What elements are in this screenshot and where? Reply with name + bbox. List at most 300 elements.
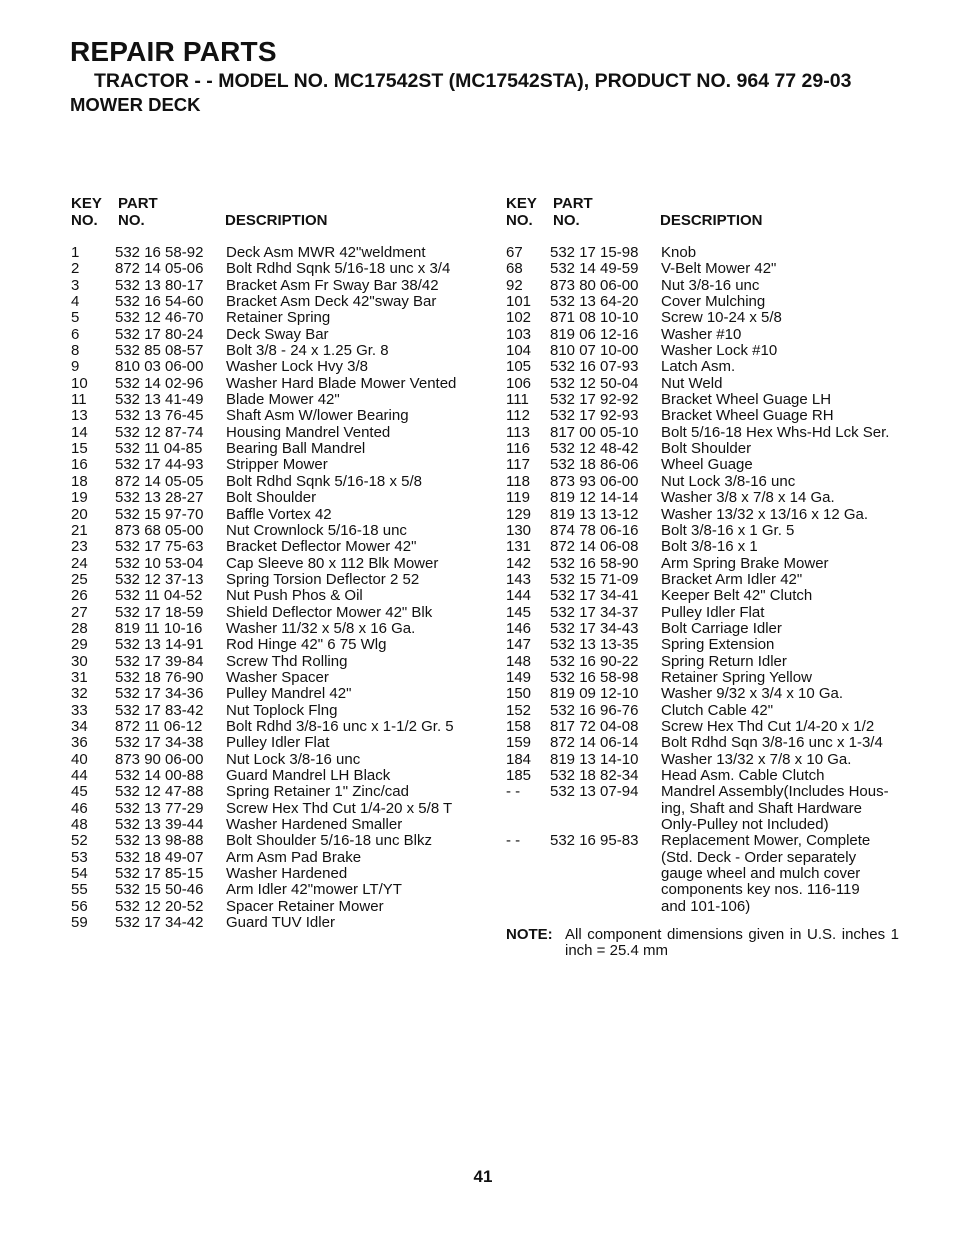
key-no: 145 [506, 603, 532, 621]
table-row [71, 278, 471, 294]
table-row [71, 294, 471, 310]
part-no: 532 12 20-52 [115, 897, 204, 915]
key-no: 113 [506, 423, 530, 441]
part-description: Mandrel Assembly(Includes Hous- [661, 783, 889, 801]
part-description: Stripper Mower [226, 456, 328, 474]
table-row [506, 882, 906, 898]
key-no: 143 [506, 570, 532, 588]
key-no: 117 [506, 456, 530, 474]
parts-rows-right [506, 245, 906, 915]
part-no: 872 14 06-14 [550, 734, 639, 752]
table-row [71, 359, 471, 375]
part-header-line2: NO. [553, 212, 580, 229]
part-description: Nut Push Phos & Oil [226, 587, 363, 605]
part-description: Bracket Arm Idler 42" [661, 570, 803, 588]
part-no: 532 17 92-93 [550, 407, 639, 425]
table-row [71, 850, 471, 866]
key-no: 3 [71, 276, 80, 294]
key-no: 59 [71, 914, 88, 932]
table-row [506, 359, 906, 375]
part-no: 872 14 05-06 [115, 260, 204, 278]
part-description: Arm Spring Brake Mower [661, 554, 829, 572]
key-no: 8 [71, 342, 80, 360]
part-no: 871 08 10-10 [550, 309, 639, 327]
part-no: 532 15 97-70 [115, 505, 204, 523]
table-row [506, 507, 906, 523]
key-no: 31 [71, 668, 88, 686]
key-no: 103 [506, 325, 532, 343]
table-row [71, 752, 471, 768]
part-no: 532 17 34-36 [115, 685, 204, 703]
part-description: Screw Hex Thd Cut 1/4-20 x 5/8 T [226, 799, 453, 817]
part-description: Washer Hard Blade Mower Vented [226, 374, 457, 392]
part-description: Spring Retainer 1" Zinc/cad [226, 783, 409, 801]
table-row [506, 686, 906, 702]
part-description: Spring Return Idler [661, 652, 787, 670]
part-description: Rod Hinge 42" 6 75 Wlg [226, 636, 387, 654]
table-row [506, 539, 906, 555]
key-no: 14 [71, 423, 88, 441]
table-row [506, 572, 906, 588]
key-no: 105 [506, 358, 532, 376]
key-header-line1: KEY [71, 195, 102, 212]
part-description: Blade Mower 42" [226, 391, 340, 409]
note-label: NOTE: [506, 926, 553, 943]
table-row [506, 670, 906, 686]
part-description: Head Asm. Cable Clutch [661, 767, 825, 784]
part-description: gauge wheel and mulch cover [661, 865, 861, 883]
part-no: 532 11 04-85 [115, 440, 203, 458]
part-no: 532 18 86-06 [550, 456, 639, 474]
part-no: 532 17 34-43 [550, 619, 639, 637]
part-no: 873 80 06-00 [550, 276, 639, 294]
key-no: 10 [71, 374, 88, 392]
table-row [71, 572, 471, 588]
part-no: 810 07 10-00 [550, 342, 639, 360]
key-no: 52 [71, 832, 88, 850]
part-description: Nut 3/8-16 unc [661, 276, 760, 294]
parts-rows-left [71, 245, 471, 931]
part-description: Arm Idler 42"mower LT/YT [226, 881, 402, 899]
part-description: Spacer Retainer Mower [226, 897, 384, 915]
part-no: 532 18 49-07 [115, 848, 204, 866]
part-header-line2: NO. [118, 212, 145, 229]
table-row [71, 719, 471, 735]
key-no: 119 [506, 489, 530, 507]
key-no: 33 [71, 701, 88, 719]
table-row [506, 866, 906, 882]
key-no: 34 [71, 717, 88, 735]
description-header: DESCRIPTION [225, 212, 328, 229]
part-no: 532 15 50-46 [115, 881, 204, 899]
part-no: 532 16 54-60 [115, 293, 204, 311]
part-no: 532 18 76-90 [115, 668, 204, 686]
key-no: 9 [71, 358, 80, 376]
part-description: Deck Asm MWR 42"weldment [226, 244, 426, 261]
part-no: 532 17 80-24 [115, 325, 204, 343]
table-row [506, 588, 906, 604]
part-description: Arm Asm Pad Brake [226, 848, 362, 866]
part-no: 532 17 34-41 [550, 587, 639, 605]
part-description: Replacement Mower, Complete [661, 832, 871, 850]
table-row [506, 605, 906, 621]
part-description: Cover Mulching [661, 293, 766, 311]
table-row [506, 310, 906, 326]
part-no: 532 16 07-93 [550, 358, 639, 376]
part-no: 532 12 48-42 [550, 440, 639, 458]
part-description: Bearing Ball Mandrel [226, 440, 366, 458]
table-row [71, 556, 471, 572]
part-description: Keeper Belt 42" Clutch [661, 587, 813, 605]
part-description: Spring Extension [661, 636, 775, 654]
table-row [506, 703, 906, 719]
column-headers [506, 196, 906, 232]
part-description: Screw 10-24 x 5/8 [661, 309, 782, 327]
key-no: 92 [506, 276, 523, 294]
table-row [506, 425, 906, 441]
part-no: 819 12 14-14 [550, 489, 639, 507]
key-no: 36 [71, 734, 88, 752]
table-row [506, 343, 906, 359]
part-description: components key nos. 116-119 [661, 881, 860, 899]
part-description: Screw Hex Thd Cut 1/4-20 x 1/2 [661, 717, 875, 735]
table-row [71, 605, 471, 621]
part-no: 532 13 80-17 [115, 276, 204, 294]
table-row [71, 686, 471, 702]
key-no: 15 [71, 440, 88, 458]
part-no: 532 13 76-45 [115, 407, 204, 425]
part-no: 532 17 34-37 [550, 603, 639, 621]
part-description: Only-Pulley not Included) [661, 816, 829, 834]
part-description: Bracket Asm Deck 42"sway Bar [226, 293, 437, 311]
part-description: Washer 9/32 x 3/4 x 10 Ga. [661, 685, 844, 703]
part-no: 532 13 64-20 [550, 293, 639, 311]
key-no: 18 [71, 472, 88, 490]
key-no: 150 [506, 685, 532, 703]
table-row [71, 621, 471, 637]
table-row [506, 654, 906, 670]
table-row [506, 474, 906, 490]
table-row [506, 245, 906, 261]
part-no: 532 17 44-93 [115, 456, 204, 474]
part-no: 874 78 06-16 [550, 521, 639, 539]
table-row [506, 637, 906, 653]
part-description: Bolt 5/16-18 Hex Whs-Hd Lck Ser. [661, 423, 890, 441]
table-row [506, 278, 906, 294]
key-no: 48 [71, 816, 88, 834]
key-no: 5 [71, 309, 80, 327]
part-description: Bolt 3/8-16 x 1 [661, 538, 758, 556]
key-no: 142 [506, 554, 532, 572]
key-header-line2: NO. [71, 212, 98, 229]
part-no: 532 13 13-35 [550, 636, 639, 654]
part-description: Bolt 3/8-16 x 1 Gr. 5 [661, 521, 795, 539]
part-no: 532 12 50-04 [550, 374, 639, 392]
key-no: 44 [71, 767, 88, 784]
part-no: 532 12 87-74 [115, 423, 204, 441]
table-row [71, 327, 471, 343]
key-no: 25 [71, 570, 88, 588]
table-row [71, 654, 471, 670]
part-description: Screw Thd Rolling [226, 652, 348, 670]
key-no: 23 [71, 538, 88, 556]
key-header-line2: NO. [506, 212, 533, 229]
table-row [71, 637, 471, 653]
part-description: Bolt Shoulder [226, 489, 317, 507]
key-no: 54 [71, 865, 88, 883]
key-no: 16 [71, 456, 88, 474]
table-row [506, 556, 906, 572]
part-no: 532 17 18-59 [115, 603, 204, 621]
part-no: 532 17 92-92 [550, 391, 639, 409]
key-no: 106 [506, 374, 532, 392]
part-no: 532 85 08-57 [115, 342, 204, 360]
part-no: 532 17 34-38 [115, 734, 204, 752]
parts-list-right [506, 196, 906, 915]
part-description: Retainer Spring [226, 309, 331, 327]
part-description: Bracket Deflector Mower 42" [226, 538, 417, 556]
part-no: 532 14 49-59 [550, 260, 639, 278]
key-no: 184 [506, 750, 532, 768]
key-no: 152 [506, 701, 532, 719]
part-no: 532 17 15-98 [550, 244, 639, 261]
part-description: Washer Spacer [226, 668, 329, 686]
key-no: 53 [71, 848, 88, 866]
part-no: 532 12 46-70 [115, 309, 204, 327]
part-description: ing, Shaft and Shaft Hardware [661, 799, 862, 817]
table-row [71, 915, 471, 931]
part-no: 532 18 82-34 [550, 767, 639, 784]
key-no: 32 [71, 685, 88, 703]
part-description: Pulley Mandrel 42" [226, 685, 352, 703]
part-description: Nut Toplock Flng [226, 701, 338, 719]
part-description: Clutch Cable 42" [661, 701, 774, 719]
key-no: 102 [506, 309, 532, 327]
table-row [506, 294, 906, 310]
part-no: 532 15 71-09 [550, 570, 639, 588]
part-no: 810 03 06-00 [115, 358, 204, 376]
table-row [71, 245, 471, 261]
key-no: 21 [71, 521, 88, 539]
key-no: 118 [506, 472, 530, 490]
table-row [506, 376, 906, 392]
key-no: 1 [71, 244, 80, 261]
table-row [71, 425, 471, 441]
part-no: 532 17 39-84 [115, 652, 204, 670]
key-no: 111 [506, 391, 529, 409]
table-row [71, 588, 471, 604]
key-no: 30 [71, 652, 88, 670]
part-no: 532 17 34-42 [115, 914, 204, 932]
part-description: Bolt Carriage Idler [661, 619, 782, 637]
part-description: Bracket Asm Fr Sway Bar 38/42 [226, 276, 439, 294]
part-no: 532 14 02-96 [115, 374, 204, 392]
part-description: Nut Lock 3/8-16 unc [661, 472, 796, 490]
key-no: - - [506, 832, 521, 850]
key-no: 26 [71, 587, 88, 605]
key-no: 159 [506, 734, 532, 752]
part-description: Spring Torsion Deflector 2 52 [226, 570, 420, 588]
table-row [506, 768, 906, 784]
part-description: Bolt Rdhd Sqnk 5/16-18 x 5/8 [226, 472, 422, 490]
parts-list-left [71, 196, 471, 931]
part-description: Cap Sleeve 80 x 112 Blk Mower [226, 554, 439, 572]
table-row [71, 490, 471, 506]
part-no: 532 16 58-92 [115, 244, 204, 261]
description-header: DESCRIPTION [660, 212, 763, 229]
table-row [71, 474, 471, 490]
part-description: Latch Asm. [661, 358, 736, 376]
part-description: Housing Mandrel Vented [226, 423, 391, 441]
key-no: 28 [71, 619, 88, 637]
page-title: REPAIR PARTS [70, 36, 277, 67]
key-no: 19 [71, 489, 88, 507]
note-text: All component dimensions given in U.S. inches 1 inch = 25.4 mm [565, 926, 899, 960]
part-description: Washer #10 [661, 325, 742, 343]
part-no: 532 13 98-88 [115, 832, 204, 850]
key-no: 158 [506, 717, 532, 735]
table-row [71, 441, 471, 457]
key-no: 112 [506, 407, 530, 425]
key-no: 46 [71, 799, 88, 817]
part-description: Shield Deflector Mower 42" Blk [226, 603, 433, 621]
part-no: 532 14 00-88 [115, 767, 204, 784]
part-no: 872 14 06-08 [550, 538, 639, 556]
part-header-line1: PART [553, 195, 593, 212]
part-header-line1: PART [118, 195, 158, 212]
part-no: 532 10 53-04 [115, 554, 204, 572]
part-description: (Std. Deck - Order separately [661, 848, 857, 866]
part-description: Washer Lock #10 [661, 342, 778, 360]
part-no: 819 13 14-10 [550, 750, 639, 768]
part-no: 532 17 85-15 [115, 865, 204, 883]
part-description: Knob [661, 244, 697, 261]
part-no: 532 17 75-63 [115, 538, 204, 556]
key-no: 29 [71, 636, 88, 654]
part-description: Deck Sway Bar [226, 325, 329, 343]
part-no: 873 90 06-00 [115, 750, 204, 768]
table-row [506, 833, 906, 849]
part-no: 872 14 05-05 [115, 472, 204, 490]
part-description: Pulley Idler Flat [661, 603, 765, 621]
part-no: 819 06 12-16 [550, 325, 639, 343]
key-no: 116 [506, 440, 530, 458]
key-header-line1: KEY [506, 195, 537, 212]
key-no: 147 [506, 636, 532, 654]
part-description: Washer Lock Hvy 3/8 [226, 358, 368, 376]
part-no: 532 13 77-29 [115, 799, 204, 817]
key-no: 144 [506, 587, 532, 605]
table-row [506, 850, 906, 866]
part-description: Nut Weld [661, 374, 723, 392]
part-no: 532 13 14-91 [115, 636, 204, 654]
part-description: Bracket Wheel Guage LH [661, 391, 832, 409]
part-description: Nut Crownlock 5/16-18 unc [226, 521, 407, 539]
part-description: Shaft Asm W/lower Bearing [226, 407, 409, 425]
table-row [71, 408, 471, 424]
table-row [506, 752, 906, 768]
part-description: Washer Hardened Smaller [226, 816, 403, 834]
part-no: 817 72 04-08 [550, 717, 639, 735]
key-no: 67 [506, 244, 523, 261]
part-no: 817 00 05-10 [550, 423, 639, 441]
key-no: 131 [506, 538, 532, 556]
part-no: 532 16 58-98 [550, 668, 639, 686]
part-description: Bolt Rdhd Sqnk 5/16-18 unc x 3/4 [226, 260, 451, 278]
part-no: 532 13 28-27 [115, 489, 204, 507]
key-no: 20 [71, 505, 88, 523]
part-description: Bolt Shoulder 5/16-18 unc Blkz [226, 832, 432, 850]
key-no: 27 [71, 603, 88, 621]
table-row [71, 833, 471, 849]
key-no: 129 [506, 505, 532, 523]
table-row [506, 801, 906, 817]
table-row [506, 621, 906, 637]
part-description: Washer 13/32 x 7/8 x 10 Ga. [661, 750, 852, 768]
key-no: 101 [506, 293, 532, 311]
part-no: 532 13 07-94 [550, 783, 639, 801]
table-row [71, 882, 471, 898]
part-no: 819 11 10-16 [115, 619, 203, 637]
table-row [506, 719, 906, 735]
table-row [71, 523, 471, 539]
part-no: 532 12 37-13 [115, 570, 204, 588]
table-row [506, 327, 906, 343]
part-description: Baffle Vortex 42 [226, 505, 332, 523]
key-no: 149 [506, 668, 532, 686]
part-description: Bolt Shoulder [661, 440, 752, 458]
key-no: 68 [506, 260, 523, 278]
part-description: Bolt Rdhd 3/8-16 unc x 1-1/2 Gr. 5 [226, 717, 454, 735]
table-row [506, 441, 906, 457]
part-no: 532 16 95-83 [550, 832, 639, 850]
part-no: 819 09 12-10 [550, 685, 639, 703]
part-no: 532 17 83-42 [115, 701, 204, 719]
part-no: 872 11 06-12 [115, 717, 203, 735]
table-row [71, 735, 471, 751]
key-no: 55 [71, 881, 88, 899]
part-description: Wheel Guage [661, 456, 753, 474]
part-description: and 101-106) [661, 897, 751, 915]
table-row [71, 261, 471, 277]
key-no: 148 [506, 652, 532, 670]
key-no: 146 [506, 619, 532, 637]
table-row [71, 392, 471, 408]
part-description: Washer Hardened [226, 865, 348, 883]
column-headers [71, 196, 471, 232]
part-description: Retainer Spring Yellow [661, 668, 812, 686]
key-no: 11 [71, 391, 87, 409]
key-no: 13 [71, 407, 88, 425]
part-description: Bolt Rdhd Sqn 3/8-16 unc x 1-3/4 [661, 734, 883, 752]
key-no: 56 [71, 897, 88, 915]
table-row [71, 457, 471, 473]
table-row [71, 343, 471, 359]
part-no: 532 13 41-49 [115, 391, 204, 409]
part-description: V-Belt Mower 42" [661, 260, 777, 278]
part-description: Bracket Wheel Guage RH [661, 407, 834, 425]
table-row [71, 866, 471, 882]
key-no: 2 [71, 260, 80, 278]
key-no: - - [506, 783, 521, 801]
table-row [71, 376, 471, 392]
key-no: 4 [71, 293, 80, 311]
table-row [71, 310, 471, 326]
table-row [71, 817, 471, 833]
table-row [506, 392, 906, 408]
table-row [506, 261, 906, 277]
table-row [71, 539, 471, 555]
